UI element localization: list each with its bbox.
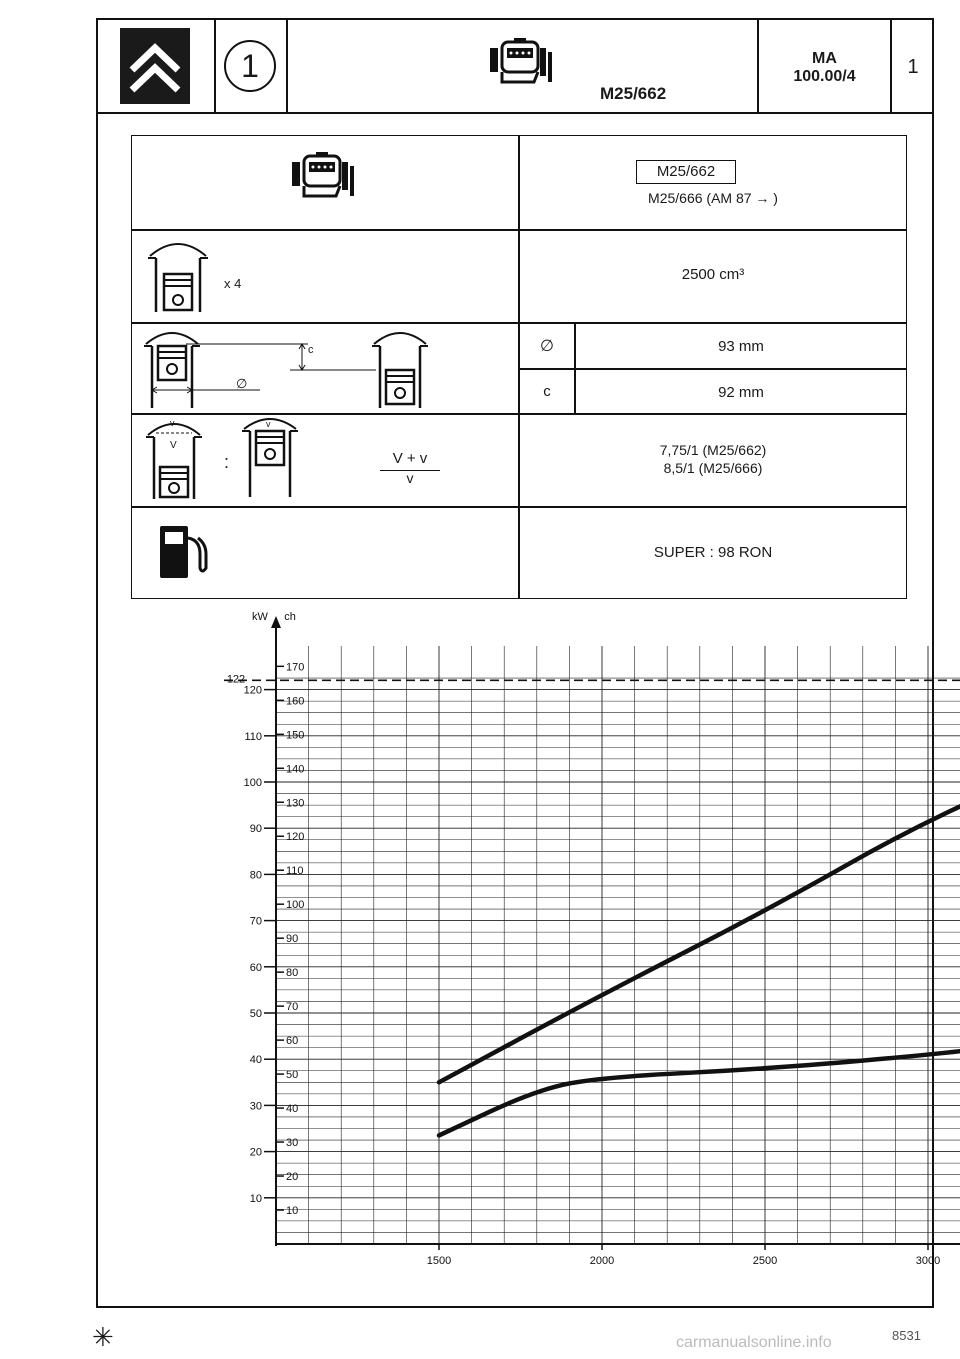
bore-stroke-diagram [140,324,440,412]
y-kw-tick-label: 50 [249,1008,262,1020]
bore-label-diagram: ∅ [236,376,248,391]
y-kw-tick-label: 80 [249,869,262,882]
y-ch-tick-label: 40 [286,1103,299,1116]
y-kw-tick-label: 90 [249,823,262,836]
header-ref-line2: 100.00/4 [793,68,856,85]
x-tick-label: 3000 [915,1255,941,1267]
y-ch-tick-label: 130 [286,797,305,810]
cylinders-count: x 4 [224,276,242,291]
document-code: 8531 [892,1328,921,1343]
y-ch-tick-label: 150 [286,729,305,742]
ratio-formula-top: V + v [392,450,428,467]
x-tick-label: 2000 [589,1255,615,1267]
y-kw-tick-label: 70 [249,915,262,928]
header-ref-line1: MA [812,50,837,67]
performance-chart [200,610,941,1300]
y-ch-tick-label: 170 [286,661,305,674]
stroke-symbol: c [543,383,551,400]
y-ch-tick-label: 80 [286,967,299,980]
fuel-pump-icon [158,524,214,582]
y-ch-tick-label: 60 [286,1035,299,1048]
y-ch-tick-label: 100 [286,899,305,912]
y-ch-tick-label: 30 [286,1137,299,1150]
y-ch-tick-label: 90 [286,933,299,946]
x-tick-label: 1500 [426,1255,452,1267]
circled-number [224,40,276,92]
y-kw-tick-label: 100 [243,777,262,789]
stroke-label-diagram: c [308,344,314,356]
y-ch-tick-label: 110 [286,865,304,878]
y-ch-tick-label: 160 [286,695,305,708]
cylinder-icon [146,232,210,316]
header-page-number: 1 [907,56,919,78]
ratio-formula-bottom: v [406,470,414,486]
engine-icon [488,38,554,92]
y-kw-tick-label: 110 [244,730,262,743]
y-ch-tick-label: 70 [286,1001,299,1014]
spec-row-1 [131,229,907,231]
compression-ratio-1: 7,75/1 (M25/662) [659,442,767,458]
engine-type-boxed: M25/662 [636,160,736,184]
circled-number-text: 1 [241,48,259,84]
y-ch-tick-label: 10 [286,1205,299,1218]
y-kw-tick-label: 40 [249,1054,262,1067]
y-ch-tick-label: 140 [286,763,305,776]
y-axis-arrow [271,616,281,628]
spec-subrow [518,368,907,370]
bore-value: 93 mm [718,338,764,355]
displacement-value: 2500 cm³ [681,266,745,283]
ratio-colon: : [224,452,230,472]
compression-big-v: V [170,440,177,451]
spec-row-4 [131,506,907,508]
fuel-spec: SUPER : 98 RON [653,544,773,561]
y-unit-ch: ch [284,610,296,623]
y-kw-marker-label: 122 [226,673,246,686]
y-kw-tick-label: 120 [243,684,262,697]
star-icon: ✳ [92,1322,114,1352]
bore-symbol: ∅ [540,338,554,355]
stroke-value: 92 mm [718,384,764,401]
y-kw-tick-label: 60 [249,961,262,974]
y-kw-tick-label: 30 [249,1100,262,1113]
header-divider [96,112,934,114]
engine-type-second: M25/666 (AM 87 → ) [648,190,778,206]
compression-small-v: v [170,418,175,428]
compression-ratio-2: 8,5/1 (M25/666) [663,460,763,476]
x-tick-label: 2500 [752,1255,778,1267]
watermark: carmanualsonline.info [676,1334,832,1351]
citroen-logo [120,28,190,104]
compression-small-v-2: v [266,419,271,429]
y-unit-kw: kW [252,610,268,623]
header-model: M25/662 [600,84,667,103]
compression-diagram [142,415,302,503]
header-sep-1 [214,18,216,114]
y-ch-tick-label: 20 [286,1171,299,1184]
y-kw-tick-label: 10 [249,1192,262,1205]
engine-icon-table [290,152,356,206]
y-ch-tick-label: 50 [286,1069,299,1082]
y-ch-tick-label: 120 [286,831,305,844]
header-sep-2 [286,18,288,114]
y-kw-tick-label: 20 [249,1146,262,1159]
